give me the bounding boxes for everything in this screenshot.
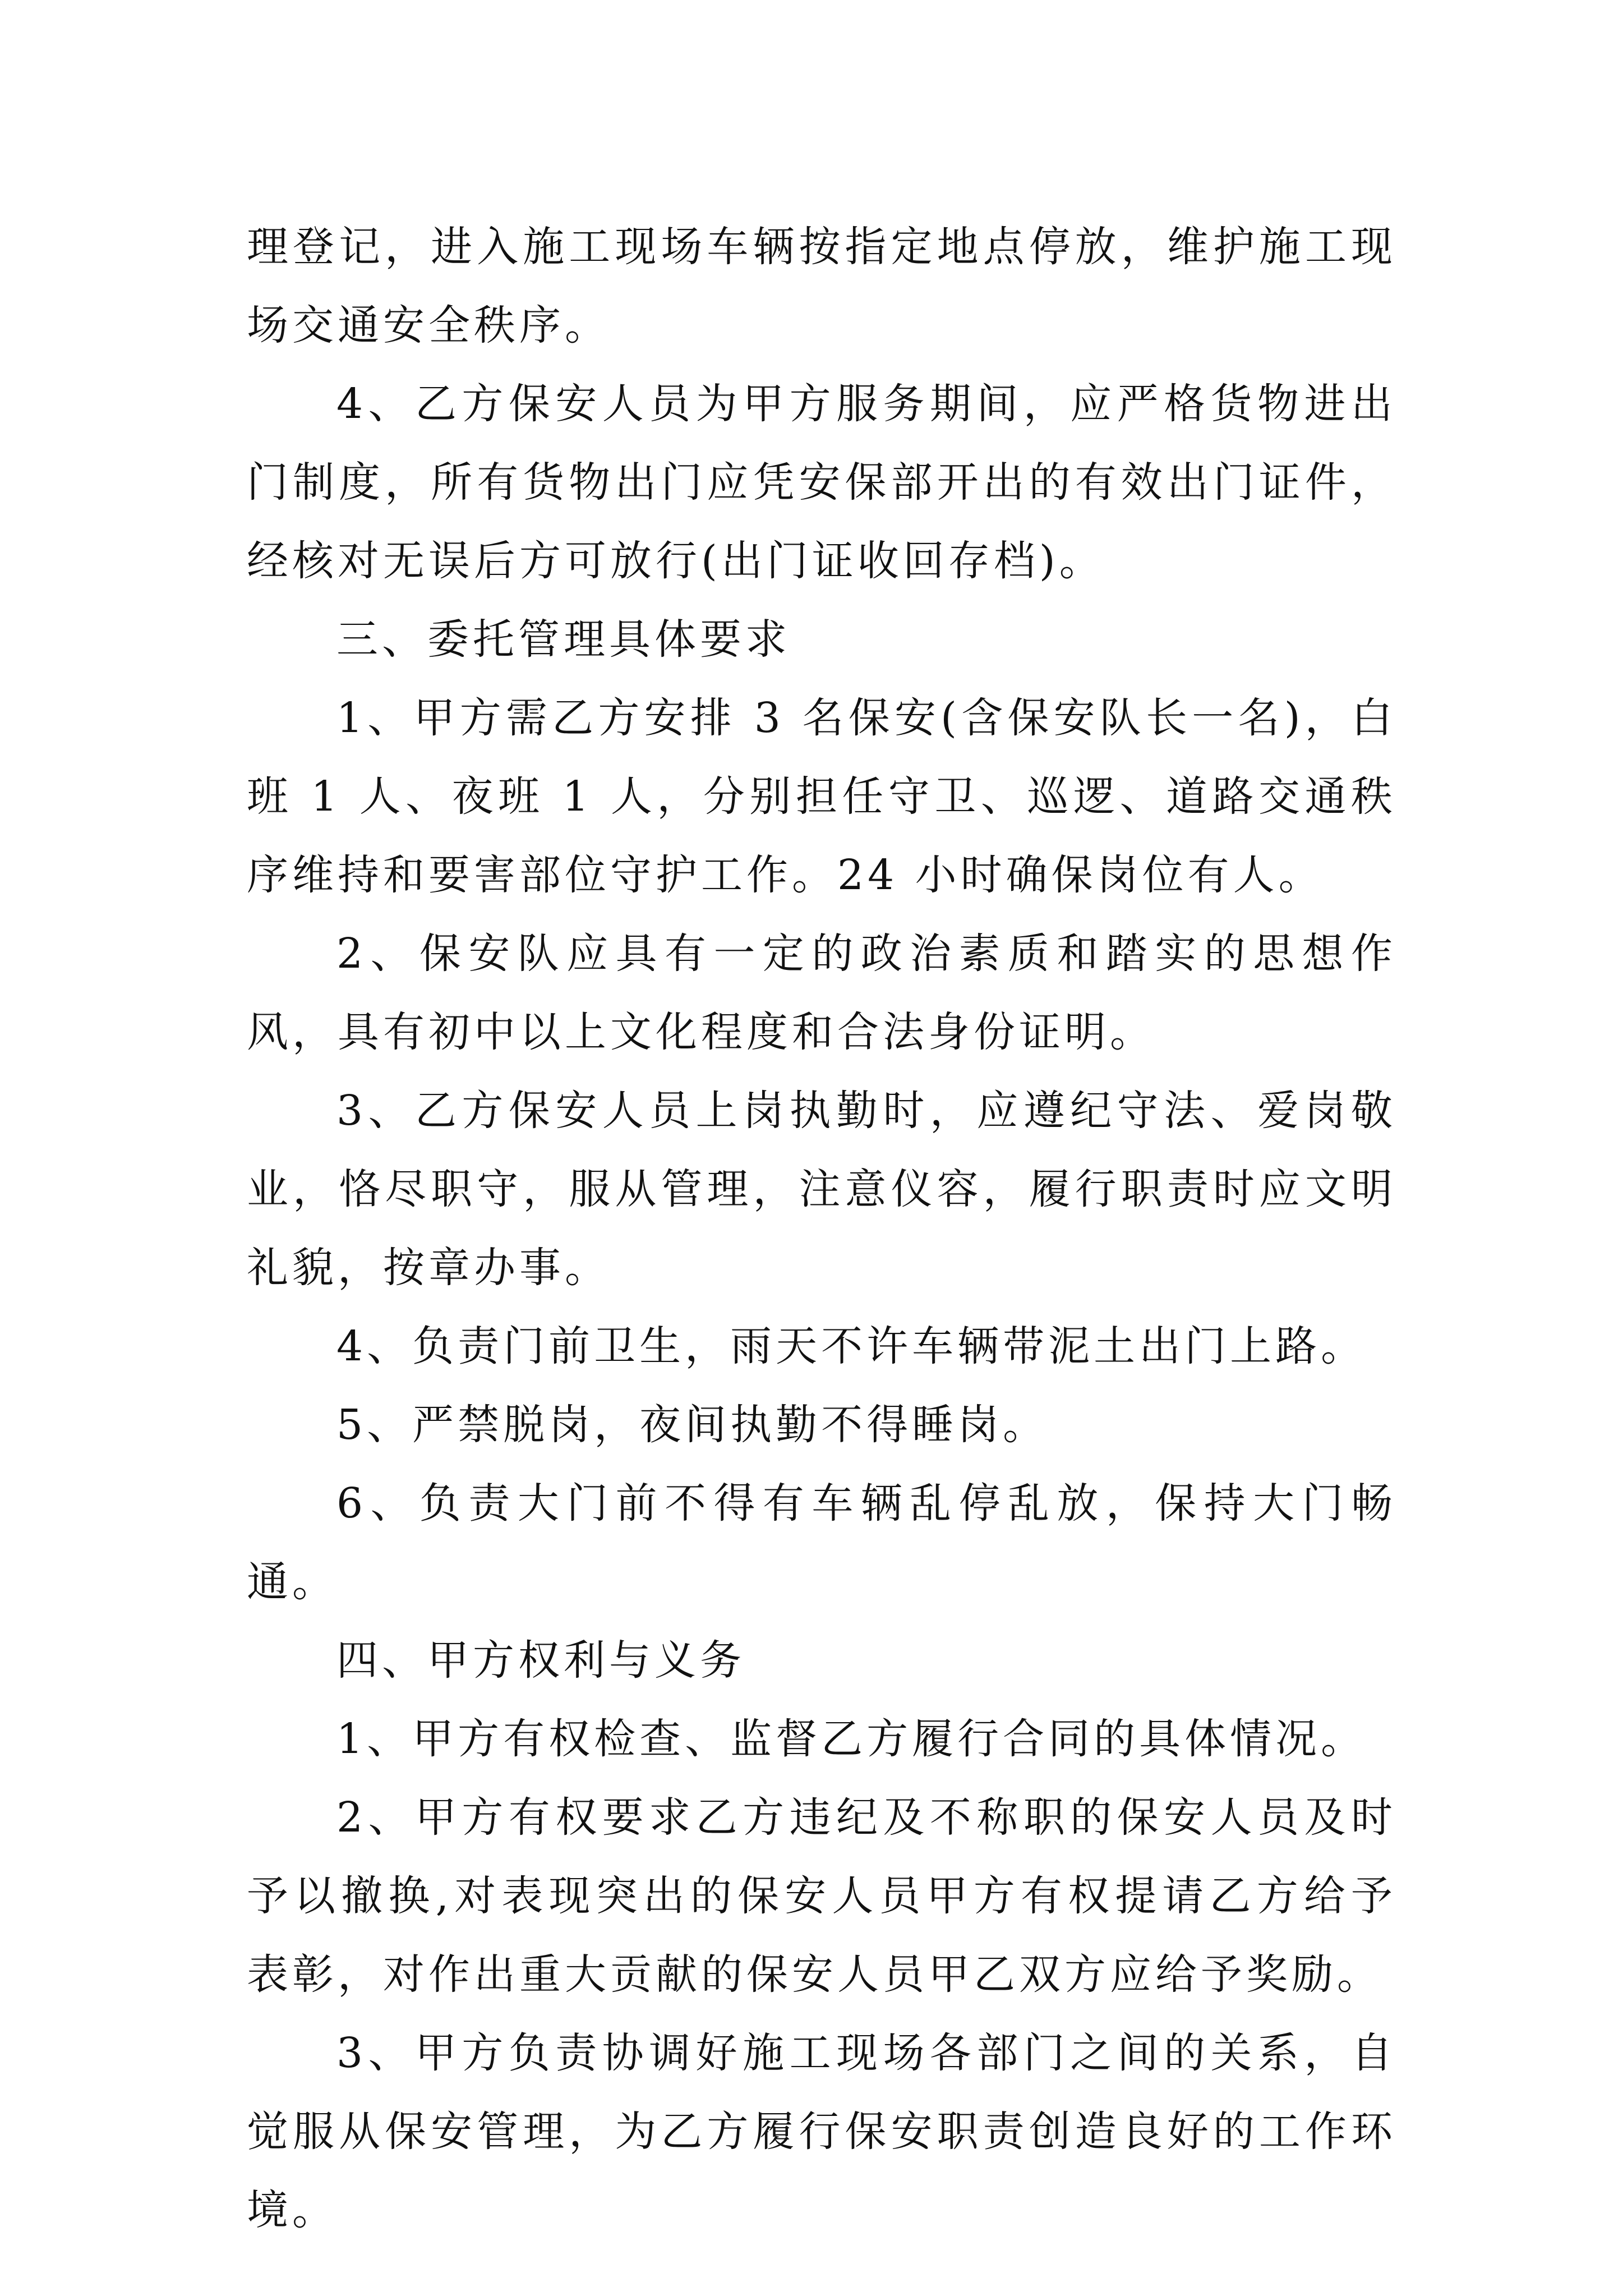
section-heading-management-requirements: 三、委托管理具体要求 <box>336 615 791 664</box>
paragraph-no-leaving-post: 5、严禁脱岗，夜间执勤不得睡岗。 <box>336 1401 1049 1449</box>
paragraph-cargo-control: 4、乙方保安人员为甲方服务期间，应严格货物进出门制度，所有货物出门应凭安保部开出的有效出门证件，经核对无误后方可放行(出门证收回存档)。 <box>247 380 1396 585</box>
paragraph-guard-staffing: 1、甲方需乙方安排 3 名保安(含保安队长一名)，白班 1 人、夜班 1 人，分别担任守卫、巡逻、道路交通秩序维持和要害部位守护工作。24 小时确保岗位有人。 <box>247 694 1396 899</box>
paragraph-gate-cleanliness: 4、负责门前卫生，雨天不许车辆带泥土出门上路。 <box>336 1322 1367 1370</box>
paragraph-replacement-right: 2、甲方有权要求乙方违纪及不称职的保安人员及时予以撤换,对表现突出的保安人员甲方有权提请乙方给予表彰，对作出重大贡献的保安人员甲乙双方应给予奖励。 <box>247 1793 1396 1999</box>
document-body <box>247 208 1396 2249</box>
section-heading-party-a-rights: 四、甲方权利与义务 <box>336 1636 745 1685</box>
paragraph-guard-qualification: 2、保安队应具有一定的政治素质和踏实的思想作风，具有初中以上文化程度和合法身份证明。 <box>247 930 1396 1056</box>
paragraph-guard-conduct: 3、乙方保安人员上岗执勤时，应遵纪守法、爱岗敬业，恪尽职守，服从管理，注意仪容，履行职责时应文明礼貌，按章办事。 <box>247 1087 1396 1292</box>
paragraph-coordination-duty: 3、甲方负责协调好施工现场各部门之间的关系，自觉服从保安管理，为乙方履行保安职责创造良好的工作环境。 <box>247 2029 1396 2234</box>
paragraph-inspection-right: 1、甲方有权检查、监督乙方履行合同的具体情况。 <box>336 1715 1367 1763</box>
paragraph-gate-clear: 6、负责大门前不得有车辆乱停乱放，保持大门畅通。 <box>247 1479 1396 1606</box>
paragraph-continued-registration: 理登记，进入施工现场车辆按指定地点停放，维护施工现场交通安全秩序。 <box>247 223 1396 349</box>
